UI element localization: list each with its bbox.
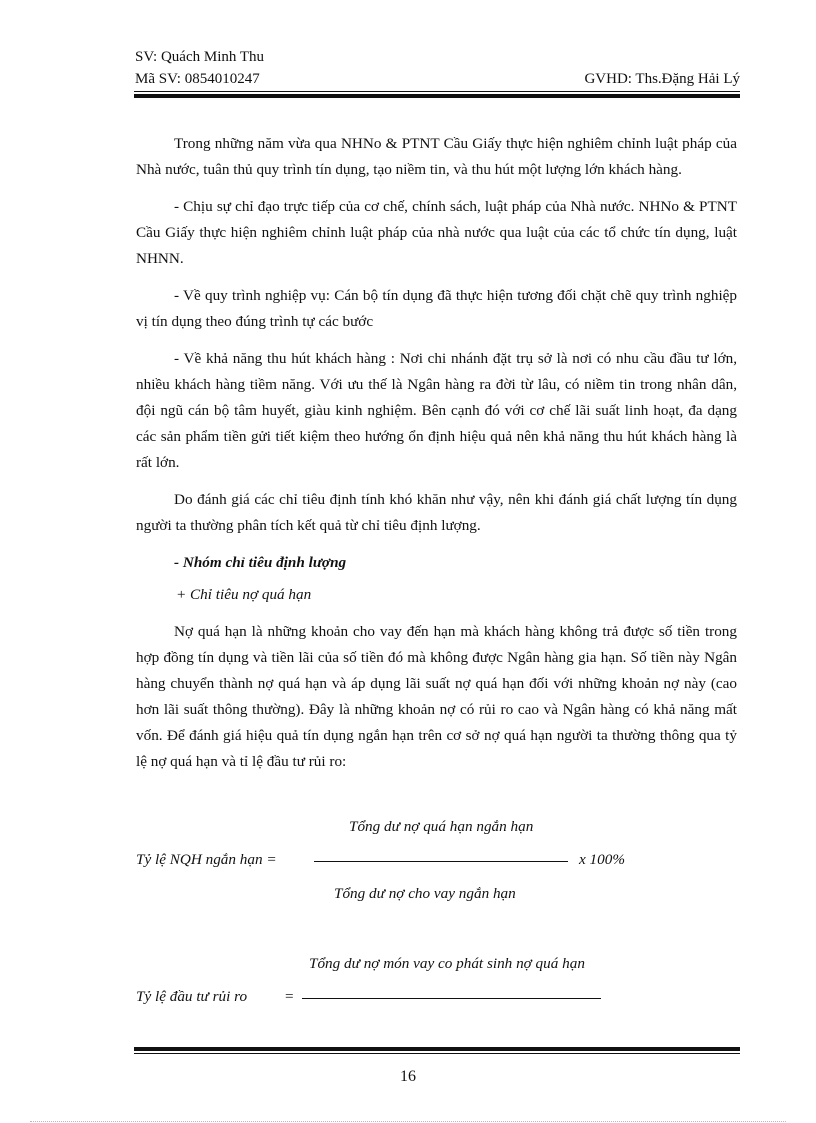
student-name: SV: Quách Minh Thu (135, 49, 265, 65)
paragraph: - Về quy trình nghiệp vụ: Cán bộ tín dụng đã thực hiện tương đối chặt chẽ quy trình nghiệp vị tín dụng theo đúng trình tự các bước (136, 287, 737, 330)
paragraph: - Về khả năng thu hút khách hàng : Nơi chi nhánh đặt trụ sở là nơi có nhu cầu đầu tư lớn, nhiều khách hàng tiềm năng. Với ưu thế là Ngân hàng ra đời từ lâu, có niềm tin trong nhân dân, đội ngũ cán bộ tâm huyết, giàu kinh nghiệm. Bên cạnh đó với cơ chế lãi suất linh hoạt, đa dạng các sản phẩm tiền gửi tiết kiệm theo hướng ổn định hiệu quả nên khả năng thu hút khách hàng là rất lớn. (136, 350, 737, 471)
formula-label: Tỷ lệ đầu tư rủi ro (136, 988, 248, 1005)
paragraph: Do đánh giá các chỉ tiêu định tính khó khăn như vậy, nên khi đánh giá chất lượng tín dụng người ta thường phân tích kết quả từ chỉ tiêu định lượng. (136, 491, 737, 534)
paragraph: - Chịu sự chỉ đạo trực tiếp của cơ chế, chính sách, luật pháp của Nhà nước. NHNo & PTNT Cầu Giấy thực hiện nghiêm chỉnh luật pháp của nhà nước qua luật của các tổ chức tín dụng, luật NHNN. (136, 198, 737, 267)
page-number: 16 (400, 1068, 416, 1085)
student-id: Mã SV: 0854010247 (135, 71, 260, 87)
section-heading: - Nhóm chỉ tiêu định lượng (174, 554, 347, 571)
paragraph: Nợ quá hạn là những khoản cho vay đến hạn mà khách hàng không trả được số tiền trong hợp đồng tín dụng và tiền lãi của số tiền đó mà không được Ngân hàng gia hạn. Số tiền này Ngân hàng chuyển thành nợ quá hạn và áp dụng lãi suất nợ quá hạn đối với những khoản nợ này (cao hơn lãi suất thông thường). Đây là những khoản nợ có rủi ro cao và Ngân hàng có khả năng mất vốn. Để đánh giá hiệu quả tín dụng ngắn hạn trên cơ sở nợ quá hạn người ta thường thông qua tỷ lệ nợ quá hạn và tỉ lệ đầu tư rủi ro: (136, 623, 737, 770)
fraction-bar (314, 861, 568, 862)
formula-factor: x 100% (579, 851, 625, 868)
paragraph: Trong những năm vừa qua NHNo & PTNT Cầu Giấy thực hiện nghiêm chỉnh luật pháp của Nhà nước, tuân thủ quy trình tín dụng, tạo niềm tin, và thu hút một lượng lớn khách hàng. (136, 135, 737, 178)
footer-rule-thin (134, 1053, 740, 1054)
fraction-bar (302, 998, 601, 999)
advisor-name: GVHD: Ths.Đặng Hải Lý (584, 71, 740, 87)
page-body (136, 131, 737, 786)
formula-numerator: Tổng dư nợ món vay co phát sinh nợ quá hạn (309, 955, 585, 972)
subsection-heading: + Chỉ tiêu nợ quá hạn (176, 586, 312, 603)
header-rule-thin (134, 91, 740, 92)
header-rule-thick (134, 94, 740, 98)
formula-denominator: Tổng dư nợ cho vay ngắn hạn (334, 885, 516, 902)
footer-rule-thick (134, 1047, 740, 1051)
page-break-line (30, 1121, 786, 1122)
formula-numerator: Tổng dư nợ quá hạn ngắn hạn (349, 818, 534, 835)
equals-sign: = (285, 988, 294, 1005)
formula-label: Tỷ lệ NQH ngắn hạn = (136, 851, 277, 868)
